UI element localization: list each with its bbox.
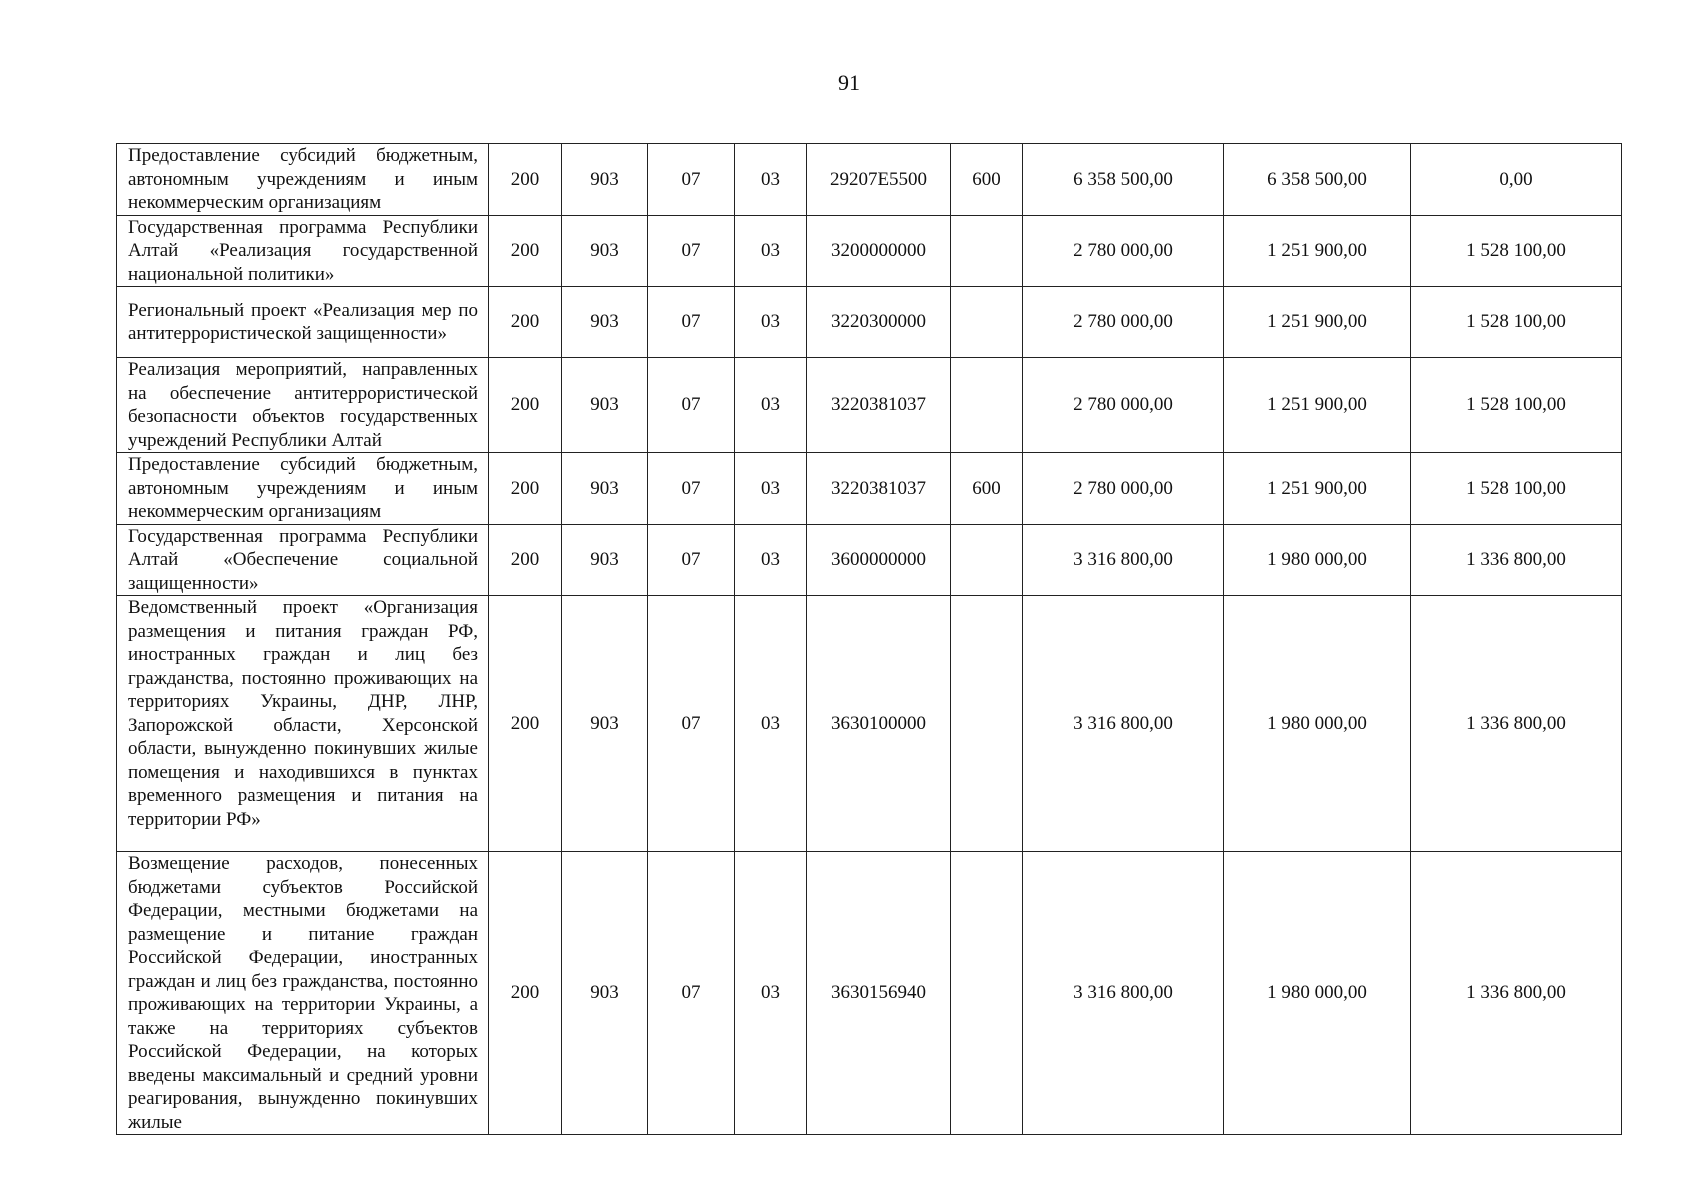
subsection-cell: 03 — [735, 596, 807, 852]
grbs-cell: 200 — [489, 287, 562, 358]
subsection-cell: 03 — [735, 287, 807, 358]
target-article-cell: 3200000000 — [807, 215, 951, 287]
subsection-cell: 03 — [735, 215, 807, 287]
budget-table — [116, 143, 1622, 1135]
sum-cell-1: 2 780 000,00 — [1023, 453, 1224, 525]
table-row — [117, 524, 1622, 596]
grbs-cell: 200 — [489, 215, 562, 287]
target-article-cell: 3220300000 — [807, 287, 951, 358]
section-cell: 07 — [648, 144, 735, 216]
row-name: Предоставление субсидий бюджетным, автономным учреждениям и иным некоммерческим организациям — [117, 453, 489, 525]
section-cell: 07 — [648, 287, 735, 358]
sum-cell-2: 6 358 500,00 — [1224, 144, 1411, 216]
expense-type-cell — [951, 852, 1023, 1135]
table-row — [117, 596, 1622, 852]
section-cell: 07 — [648, 215, 735, 287]
expense-type-cell: 600 — [951, 144, 1023, 216]
section-cell: 07 — [648, 453, 735, 525]
subsection-cell: 03 — [735, 144, 807, 216]
sum-cell-2: 1 251 900,00 — [1224, 453, 1411, 525]
sum-cell-3: 1 528 100,00 — [1411, 358, 1622, 453]
subsection-cell: 03 — [735, 358, 807, 453]
code-cell: 903 — [562, 596, 648, 852]
row-name: Государственная программа Республики Алтай «Обеспечение социальной защищенности» — [117, 524, 489, 596]
grbs-cell: 200 — [489, 524, 562, 596]
section-cell: 07 — [648, 358, 735, 453]
sum-cell-2: 1 251 900,00 — [1224, 287, 1411, 358]
sum-cell-1: 2 780 000,00 — [1023, 287, 1224, 358]
sum-cell-3: 1 528 100,00 — [1411, 453, 1622, 525]
table-row — [117, 453, 1622, 525]
sum-cell-3: 1 528 100,00 — [1411, 287, 1622, 358]
sum-cell-1: 3 316 800,00 — [1023, 596, 1224, 852]
code-cell: 903 — [562, 852, 648, 1135]
grbs-cell: 200 — [489, 144, 562, 216]
row-name: Возмещение расходов, понесенных бюджетами субъектов Российской Федерации, местными бюджетами на размещение и питание граждан Российской Федерации, иностранных граждан и лиц без гражданства, постоянно проживающих на территории Украины, а также на территориях субъектов Российской Федерации, на которых введены максимальный и средний уровни реагирования, вынужденно покинувших жилые — [117, 852, 489, 1135]
subsection-cell: 03 — [735, 852, 807, 1135]
target-article-cell: 3600000000 — [807, 524, 951, 596]
sum-cell-1: 2 780 000,00 — [1023, 215, 1224, 287]
row-name: Государственная программа Республики Алтай «Реализация государственной национальной политики» — [117, 215, 489, 287]
target-article-cell: 3220381037 — [807, 453, 951, 525]
sum-cell-3: 0,00 — [1411, 144, 1622, 216]
row-name: Ведомственный проект «Организация размещения и питания граждан РФ, иностранных граждан и лиц без гражданства, постоянно проживающих на территориях Украины, ДНР, ЛНР, Запорожской области, Херсонской области, вынужденно покинувших жилые помещения и находившихся в пунктах временного размещения и питания на территории РФ» — [117, 596, 489, 852]
sum-cell-1: 3 316 800,00 — [1023, 524, 1224, 596]
table-row — [117, 852, 1622, 1135]
sum-cell-2: 1 251 900,00 — [1224, 358, 1411, 453]
grbs-cell: 200 — [489, 596, 562, 852]
subsection-cell: 03 — [735, 524, 807, 596]
code-cell: 903 — [562, 453, 648, 525]
expense-type-cell — [951, 596, 1023, 852]
table-row — [117, 358, 1622, 453]
sum-cell-2: 1 980 000,00 — [1224, 596, 1411, 852]
target-article-cell: 29207E5500 — [807, 144, 951, 216]
code-cell: 903 — [562, 358, 648, 453]
grbs-cell: 200 — [489, 453, 562, 525]
section-cell: 07 — [648, 596, 735, 852]
expense-type-cell — [951, 358, 1023, 453]
code-cell: 903 — [562, 215, 648, 287]
expense-type-cell — [951, 524, 1023, 596]
sum-cell-1: 3 316 800,00 — [1023, 852, 1224, 1135]
sum-cell-3: 1 336 800,00 — [1411, 596, 1622, 852]
section-cell: 07 — [648, 852, 735, 1135]
sum-cell-3: 1 336 800,00 — [1411, 524, 1622, 596]
grbs-cell: 200 — [489, 358, 562, 453]
table-row — [117, 287, 1622, 358]
row-name: Реализация мероприятий, направленных на обеспечение антитеррористической безопасности объектов государственных учреждений Республики Алтай — [117, 358, 489, 453]
code-cell: 903 — [562, 524, 648, 596]
subsection-cell: 03 — [735, 453, 807, 525]
section-cell: 07 — [648, 524, 735, 596]
sum-cell-3: 1 528 100,00 — [1411, 215, 1622, 287]
page-number: 91 — [838, 70, 860, 95]
grbs-cell: 200 — [489, 852, 562, 1135]
sum-cell-2: 1 251 900,00 — [1224, 215, 1411, 287]
expense-type-cell: 600 — [951, 453, 1023, 525]
sum-cell-1: 6 358 500,00 — [1023, 144, 1224, 216]
sum-cell-2: 1 980 000,00 — [1224, 852, 1411, 1135]
table-row — [117, 144, 1622, 216]
code-cell: 903 — [562, 287, 648, 358]
expense-type-cell — [951, 215, 1023, 287]
sum-cell-3: 1 336 800,00 — [1411, 852, 1622, 1135]
target-article-cell: 3220381037 — [807, 358, 951, 453]
row-name: Региональный проект «Реализация мер по антитеррористической защищенности» — [117, 287, 489, 358]
sum-cell-1: 2 780 000,00 — [1023, 358, 1224, 453]
target-article-cell: 3630156940 — [807, 852, 951, 1135]
row-name: Предоставление субсидий бюджетным, автономным учреждениям и иным некоммерческим организациям — [117, 144, 489, 216]
code-cell: 903 — [562, 144, 648, 216]
target-article-cell: 3630100000 — [807, 596, 951, 852]
expense-type-cell — [951, 287, 1023, 358]
table-row — [117, 215, 1622, 287]
sum-cell-2: 1 980 000,00 — [1224, 524, 1411, 596]
